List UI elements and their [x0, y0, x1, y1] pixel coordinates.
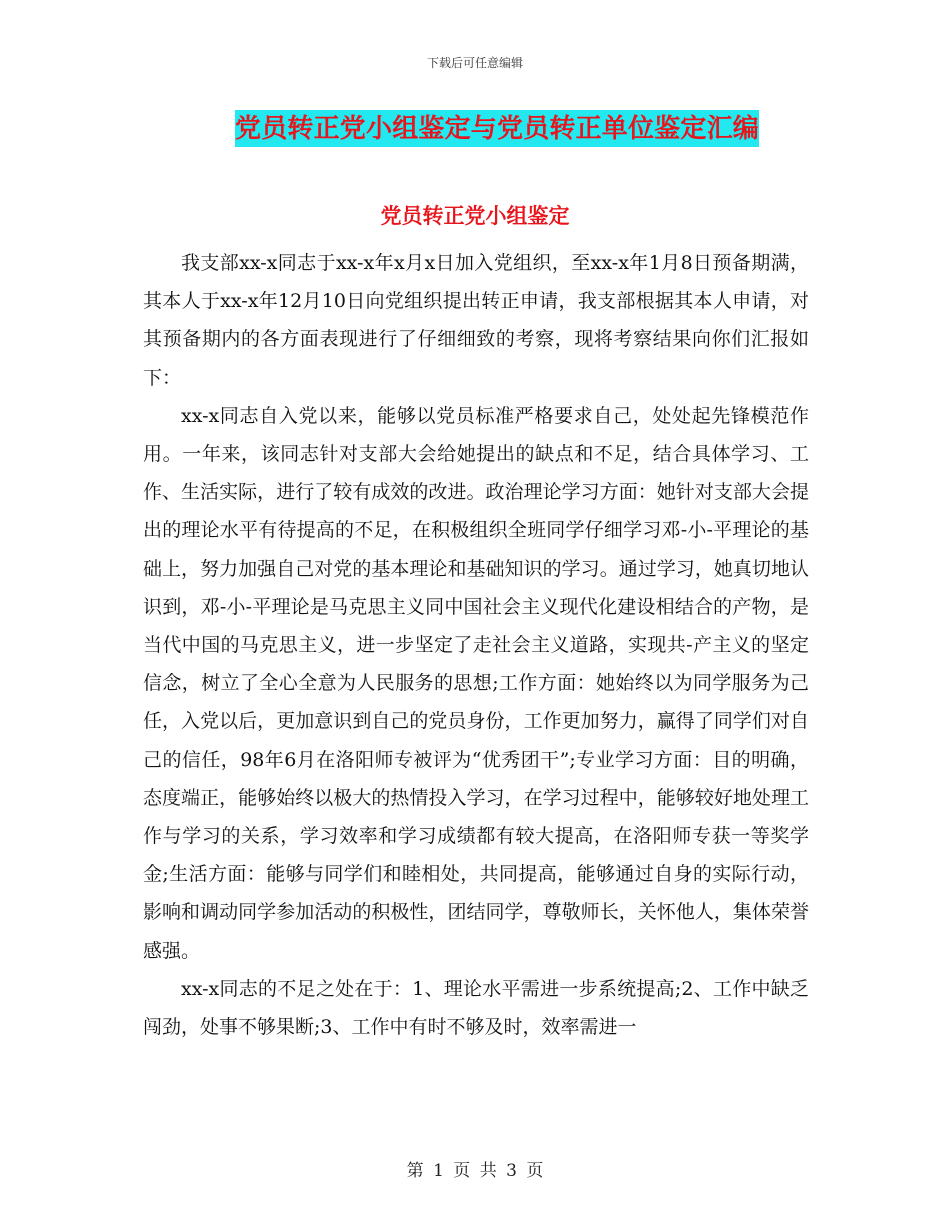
paragraph-shortcomings: xx-x同志的不足之处在于：1、理论水平需进一步系统提高;2、工作中缺乏闯劲，处事不够果断;3、工作中有时不够及时，效率需进一 [143, 977, 809, 1039]
document-title: 党员转正党小组鉴定与党员转正单位鉴定汇编 [235, 110, 759, 147]
paragraph-performance: xx-x同志自入党以来，能够以党员标准严格要求自己，处处起先锋模范作用。一年来，该同志针对支部大会给她提出的缺点和不足，结合具体学习、工作、生活实际，进行了较有成效的改进。政治理论学习方面：她针对支部大会提出的理论水平有待提高的不足，在积极组织全班同学仔细学习邓-小-平理论的基础上，努力加强自己对党的基本理论和基础知识的学习。通过学习，她真切地认识到，邓-小-平理论是马克思主义同中国社会主义现代化建设相结合的产物，是当代中国的马克思主义，进一步坚定了走社会主义道路，实现共-产主义的坚定信念，树立了全心全意为人民服务的思想;工作方面：她始终以为同学服务为己任，入党以后，更加意识到自己的党员身份，工作更加努力，赢得了同学们对自己的信任，98年6月在洛阳师专被评为“优秀团干”;专业学习方面：目的明确，态度端正，能够始终以极大的热情投入学习，在学习过程中，能够较好地处理工作与学习的关系，学习效率和学习成绩都有较大提高，在洛阳师专获一等奖学金;生活方面：能够与同学们和睦相处，共同提高，能够通过自身的实际行动，影响和调动同学参加活动的积极性，团结同学，尊敬师长，关怀他人，集体荣誉感强。 [143, 404, 809, 962]
section-title: 党员转正党小组鉴定 [380, 203, 570, 228]
page-number: 第 1 页 共 3 页 [406, 1161, 544, 1181]
paragraph-intro: 我支部xx-x同志于xx-x年x月x日加入党组织，至xx-x年1月8日预备期满，其本人于xx-x年12月10日向党组织提出转正申请，我支部根据其本人申请，对其预备期内的各方面表现进行了仔细细致的考察，现将考察结果向你们汇报如下： [143, 252, 809, 389]
document-body [143, 244, 809, 1046]
header-note: 下载后可任意编辑 [426, 56, 523, 70]
